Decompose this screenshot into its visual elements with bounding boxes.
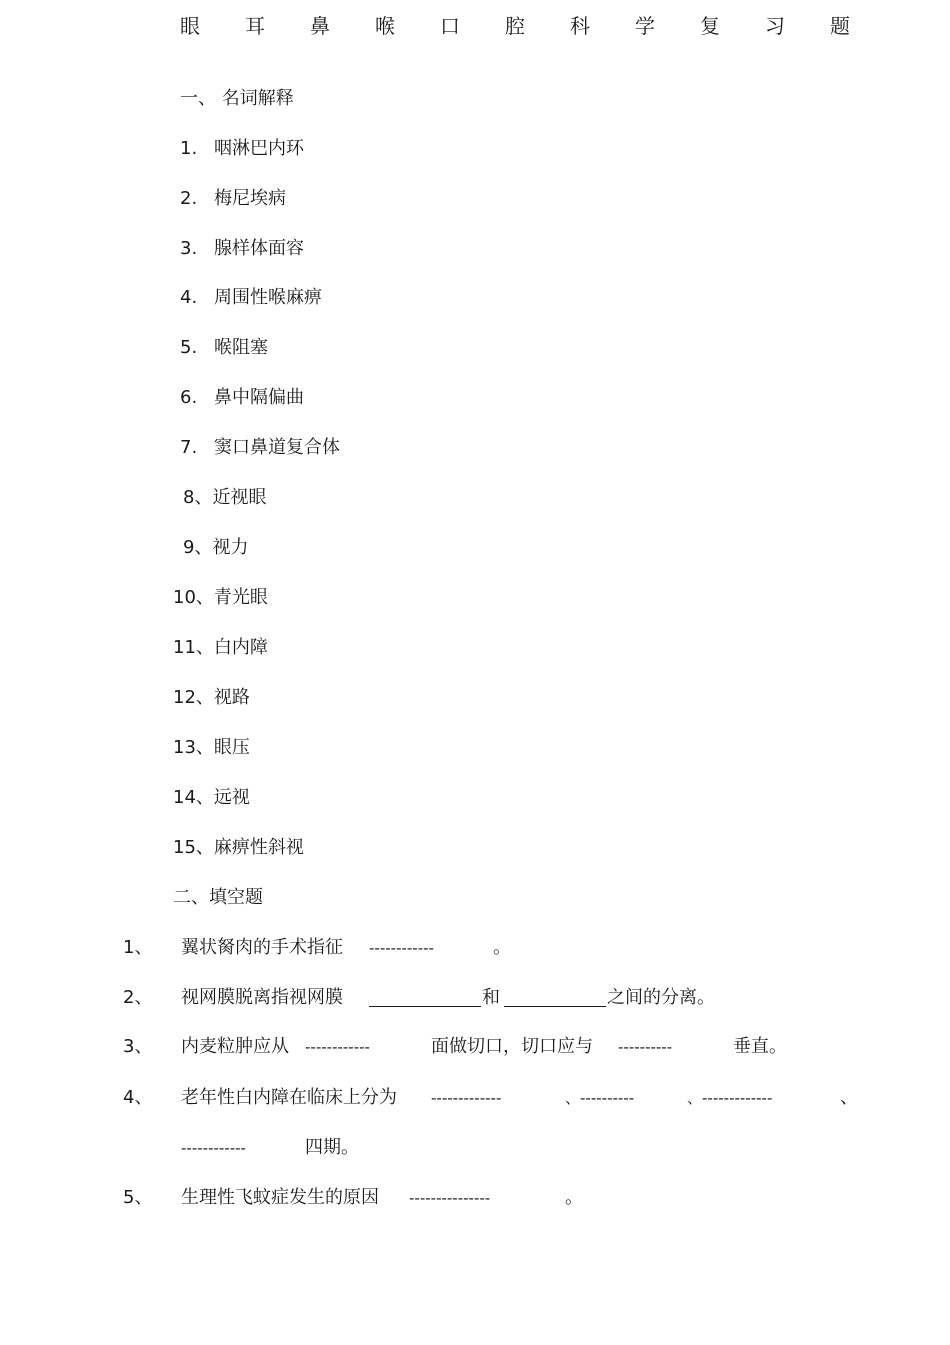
item-number: 3. xyxy=(180,238,198,259)
answer-dashes: ---------- xyxy=(618,1038,673,1056)
question-end: 之间的分离。 xyxy=(607,987,715,1008)
question-number: 3、 xyxy=(123,1036,153,1057)
question-text: 生理性飞蚊症发生的原因 xyxy=(181,1187,379,1208)
list-item xyxy=(180,385,304,411)
item-text: 窦口鼻道复合体 xyxy=(214,437,340,458)
item-text: 咽淋巴内环 xyxy=(214,138,304,159)
question-end: 四期。 xyxy=(305,1137,359,1158)
answer-dashes: ------------ xyxy=(369,939,434,957)
list-item xyxy=(173,785,250,811)
item-text: 眼压 xyxy=(213,737,250,758)
section-heading-definitions: 一、 名词解释 xyxy=(180,88,294,109)
title-char: 科 xyxy=(570,14,590,38)
question-text: 翼状胬肉的手术指征 xyxy=(181,937,343,958)
question-end: 。 xyxy=(565,1187,583,1208)
list-item xyxy=(180,285,322,311)
item-text: 腺样体面容 xyxy=(214,238,304,259)
list-item xyxy=(173,635,268,661)
title-char: 喉 xyxy=(375,14,395,38)
list-item xyxy=(180,236,304,262)
question-number: 1、 xyxy=(123,937,153,958)
list-item xyxy=(180,335,268,361)
answer-blank xyxy=(504,986,606,1007)
separator: 、 xyxy=(840,1087,858,1108)
page-title xyxy=(180,12,850,40)
list-item xyxy=(173,685,250,711)
question-text: 老年性白内障在临床上分为 xyxy=(181,1087,397,1108)
title-char: 学 xyxy=(635,14,655,38)
item-number: 15、 xyxy=(173,837,214,858)
item-number: 13、 xyxy=(173,737,214,758)
item-number: 11、 xyxy=(173,637,214,658)
item-number: 2. xyxy=(180,188,198,209)
item-text: 白内障 xyxy=(213,637,268,658)
item-text: 周围性喉麻痹 xyxy=(214,287,322,308)
question-end: 垂直。 xyxy=(733,1036,787,1057)
item-text: 鼻中隔偏曲 xyxy=(214,387,304,408)
question-text: 内麦粒肿应从 xyxy=(181,1036,289,1057)
item-text: 麻痹性斜视 xyxy=(213,837,304,858)
item-number: 5. xyxy=(180,337,198,358)
item-text: 青光眼 xyxy=(213,587,268,608)
list-item xyxy=(183,485,266,511)
answer-blank xyxy=(369,986,481,1007)
answer-dashes: 、------------- xyxy=(687,1089,773,1107)
title-char: 题 xyxy=(830,14,850,38)
item-text: 远视 xyxy=(213,787,250,808)
answer-dashes: ------------ xyxy=(305,1038,370,1056)
item-text: 视路 xyxy=(213,687,250,708)
item-number: 14、 xyxy=(173,787,214,808)
title-char: 口 xyxy=(440,14,460,38)
list-item xyxy=(183,535,248,561)
answer-dashes: ------------ xyxy=(181,1139,246,1157)
item-number: 9、 xyxy=(183,537,213,558)
list-item xyxy=(180,435,340,461)
item-text: 视力 xyxy=(212,537,249,558)
question-text: 视网膜脱离指视网膜 xyxy=(181,987,343,1008)
title-char: 复 xyxy=(700,14,720,38)
item-text: 喉阻塞 xyxy=(214,337,268,358)
question-number: 4、 xyxy=(123,1087,153,1108)
section-heading-fill-in: 二、填空题 xyxy=(173,887,263,908)
list-item xyxy=(173,835,304,861)
question-mid: 面做切口，切口应与 xyxy=(431,1036,593,1057)
title-char: 鼻 xyxy=(310,14,330,38)
title-char: 腔 xyxy=(505,14,525,38)
list-item xyxy=(173,585,268,611)
item-number: 1. xyxy=(180,138,198,159)
list-item xyxy=(180,136,304,162)
item-number: 8、 xyxy=(183,487,213,508)
list-item xyxy=(173,735,250,761)
answer-dashes: ------------- xyxy=(431,1089,502,1107)
item-text: 梅尼埃病 xyxy=(214,188,286,209)
item-number: 4. xyxy=(180,287,198,308)
item-number: 10、 xyxy=(173,587,214,608)
answer-dashes: --------------- xyxy=(409,1189,491,1207)
answer-dashes: 、---------- xyxy=(565,1089,635,1107)
title-char: 耳 xyxy=(245,14,265,38)
question-end: 。 xyxy=(493,937,511,958)
question-mid: 和 xyxy=(482,987,500,1008)
item-number: 6. xyxy=(180,387,198,408)
title-char: 眼 xyxy=(180,14,200,38)
question-number: 5、 xyxy=(123,1187,153,1208)
item-text: 近视眼 xyxy=(212,487,267,508)
question-number: 2、 xyxy=(123,987,153,1008)
list-item xyxy=(180,186,286,212)
item-number: 7. xyxy=(180,437,198,458)
title-char: 习 xyxy=(765,14,785,38)
item-number: 12、 xyxy=(173,687,214,708)
